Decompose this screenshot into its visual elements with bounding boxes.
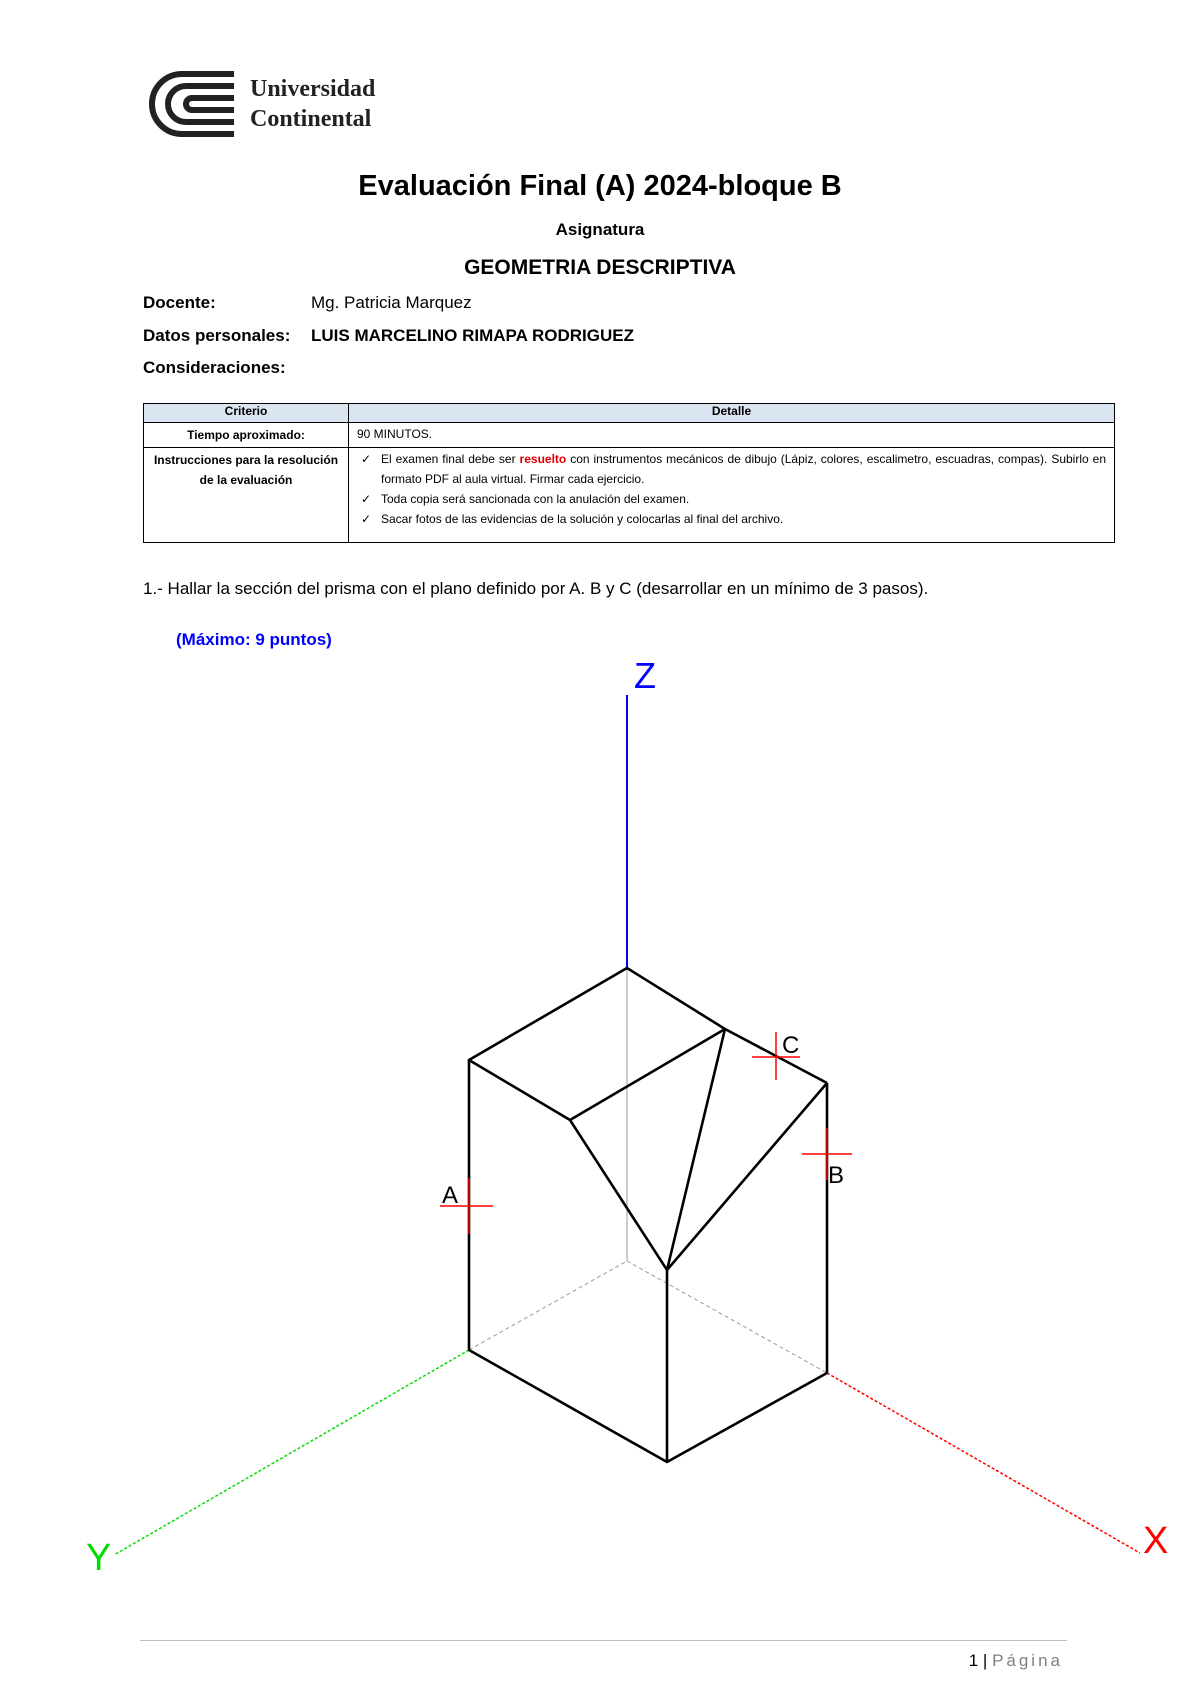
instruction-text: Sacar fotos de las evidencias de la solución y colocarlas al final del archivo. [381, 512, 784, 526]
instructions-list-cell [349, 448, 1115, 543]
point-c-label: C [782, 1032, 800, 1059]
prism-top-face [469, 968, 725, 1120]
check-icon: ✓ [361, 492, 372, 506]
prism-cut-edge [667, 1083, 827, 1270]
x-axis [827, 1373, 1140, 1553]
hidden-edge [627, 1261, 827, 1373]
x-axis-label: X [1143, 1520, 1169, 1562]
page-number: 1 [968, 1651, 979, 1670]
exam-title: Evaluación Final (A) 2024-bloque B [358, 170, 842, 202]
instruction-highlight: resuelto [519, 452, 567, 466]
check-icon: ✓ [361, 452, 372, 466]
prism-outline [469, 1060, 827, 1462]
university-line1: Universidad [250, 76, 376, 102]
teacher-value: Mg. Patricia Marquez [311, 293, 472, 312]
prism-drawing [0, 640, 1200, 1600]
check-icon: ✓ [361, 512, 372, 526]
y-axis [114, 1350, 469, 1555]
personal-value: LUIS MARCELINO RIMAPA RODRIGUEZ [311, 326, 634, 345]
instruction-item [361, 509, 1106, 529]
subject-label: Asignatura [555, 220, 645, 239]
question-points: (Máximo: 9 puntos) [176, 630, 332, 649]
y-axis-label: Y [86, 1537, 112, 1579]
teacher-label: Docente: [143, 293, 216, 312]
z-axis-label: Z [634, 655, 656, 696]
question-text: 1.- Hallar la sección del prisma con el plano definido por A. B y C (desarrollar en un mínimo de 3 pasos). [143, 579, 929, 598]
criteria-table [143, 403, 1115, 543]
hidden-edge [469, 1261, 627, 1350]
criteria-col-header: Criterio [144, 404, 349, 423]
instructions-list [357, 449, 1106, 529]
teacher-row [143, 293, 472, 313]
criteria-header-row [144, 404, 1115, 423]
personal-row [143, 326, 634, 346]
time-row [144, 423, 1115, 448]
detail-col-header: Detalle [349, 404, 1115, 423]
instruction-item [361, 489, 1106, 509]
considerations-row [143, 358, 311, 378]
considerations-label: Consideraciones: [143, 358, 286, 377]
personal-label: Datos personales: [143, 326, 291, 345]
university-name [250, 74, 375, 134]
time-label: Tiempo aproximado: [144, 423, 349, 448]
point-a-label: A [442, 1182, 459, 1209]
instruction-text-pre: El examen final debe ser [381, 452, 520, 466]
page-footer: 1 | Página [968, 1651, 1063, 1670]
page-word: Página [992, 1651, 1063, 1670]
instruction-item [361, 449, 1106, 489]
instruction-text: Toda copia será sancionada con la anulación del examen. [381, 492, 690, 506]
point-b-label: B [828, 1162, 845, 1189]
subject-name: GEOMETRIA DESCRIPTIVA [464, 256, 736, 279]
point-b-marker [802, 1128, 852, 1180]
footer-divider [140, 1640, 1067, 1641]
instructions-row [144, 448, 1115, 543]
university-line2: Continental [250, 106, 372, 132]
prism-cut-edges [570, 1029, 725, 1270]
instructions-label: Instrucciones para la resolución de la evaluación [144, 448, 349, 543]
time-value: 90 MINUTOS. [349, 423, 1115, 448]
instruction-text-post: con instrumentos mecánicos de dibujo (Lápiz, colores, escalimetro, escuadras, compas). Subirlo en formato PDF al aula virtual. Firmar cada ejercicio. [381, 452, 1106, 486]
